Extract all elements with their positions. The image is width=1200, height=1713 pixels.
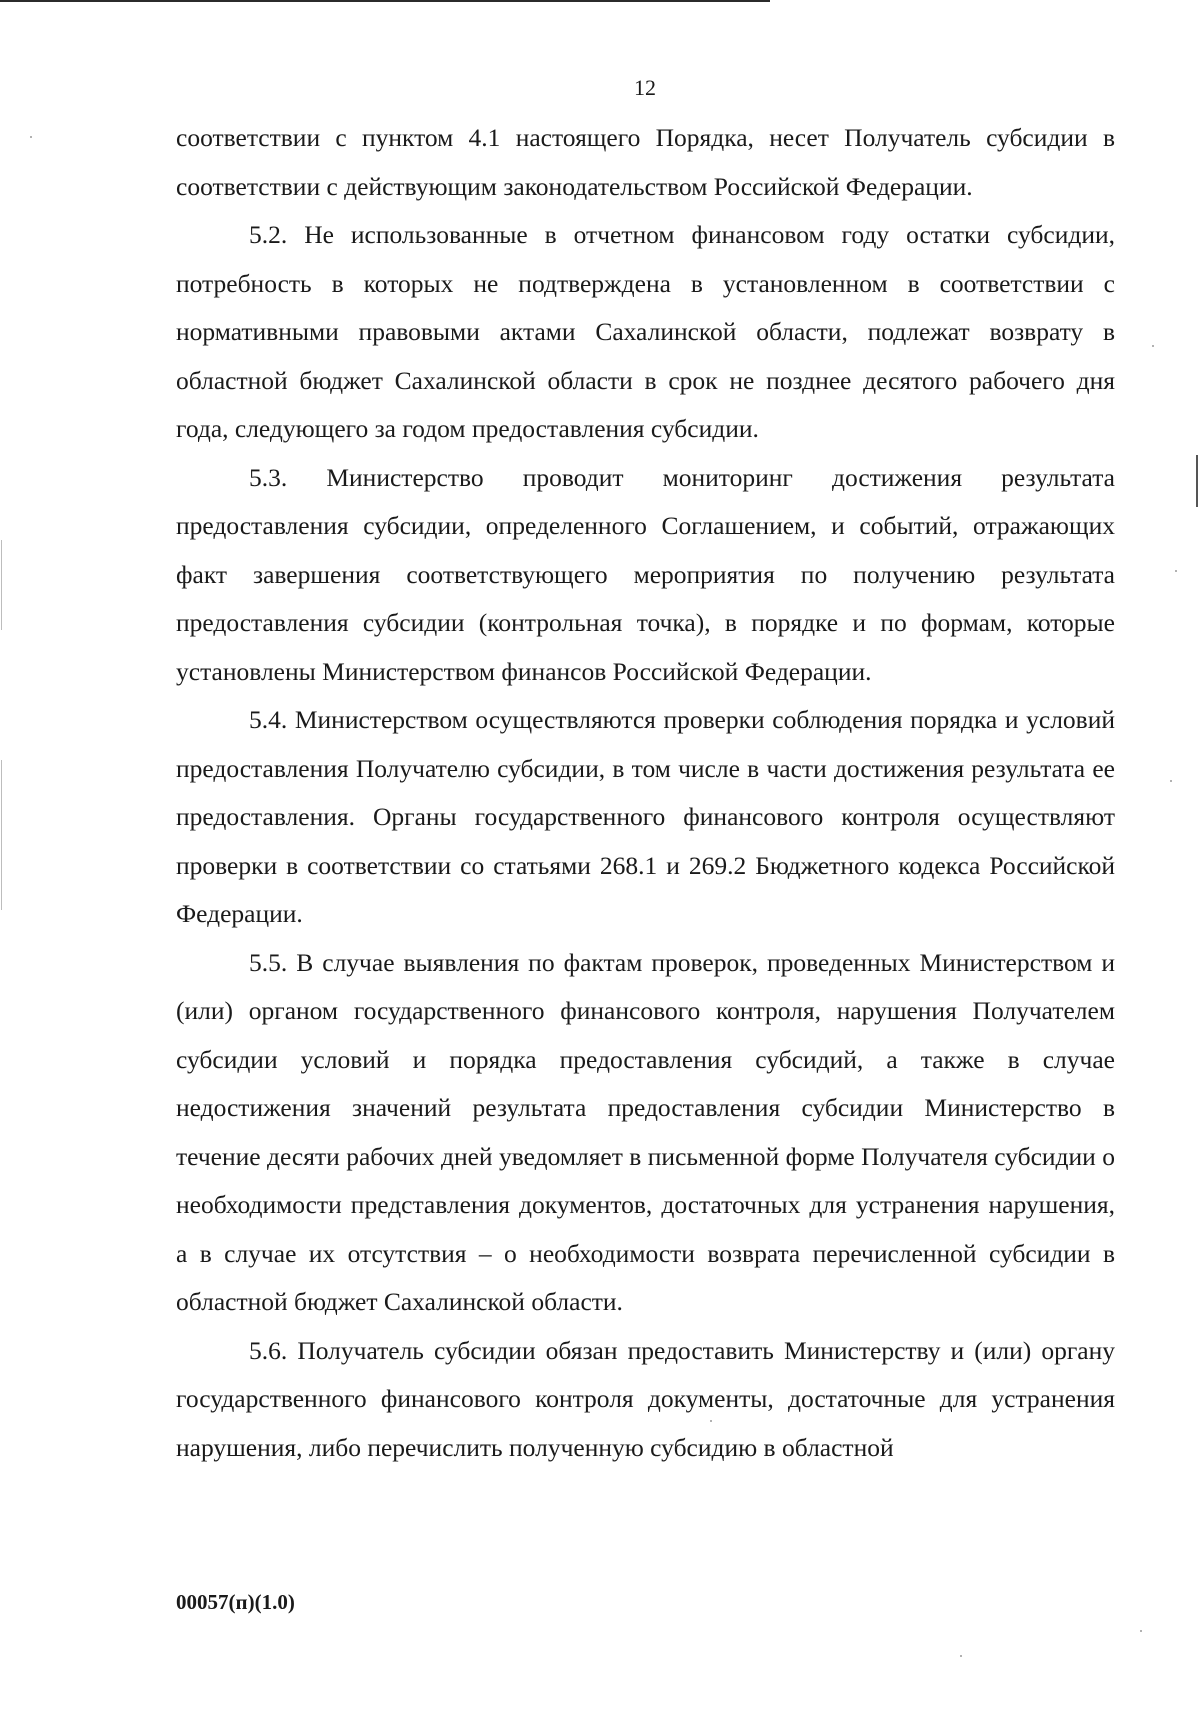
scan-edge-top [0, 0, 770, 2]
scan-speck [960, 1655, 962, 1657]
paragraph-5-2: 5.2. Не использованные в отчетном финансовом году остатки субсидии, потребность в которых не подтверждена в установленном в соответствии с нормативными правовыми актами Сахалинской области, подлежат возврату в областной бюджет Сахалинской области в срок не позднее десятого рабочего дня года, следующего за годом предоставления субсидии. [176, 220, 1115, 443]
scan-speck [1140, 1630, 1142, 1632]
paragraph-5-5: 5.5. В случае выявления по фактам проверок, проведенных Министерством и (или) органом государственного финансового контроля, нарушения Получателем субсидии условий и порядка предоставления субсидий, а также в случае недостижения значений результата предоставления субсидии Министерство в течение десяти рабочих дней уведомляет в письменной форме Получателя субсидии о необходимости представления документов, достаточных для устранения нарушения, а в случае их отсутствия – о необходимости возврата перечисленной субсидии в областной бюджет Сахалинской области. [176, 947, 1115, 1316]
paragraph-5-4: 5.4. Министерством осуществляются проверки соблюдения порядка и условий предоставления Получателю субсидии, в том числе в части достижения результата ее предоставления. Органы государственного финансового контроля осуществляют проверки в соответствии со статьями 268.1 и 269.2 Бюджетного кодекса Российской Федерации. [176, 705, 1115, 928]
scan-speck [1152, 345, 1154, 347]
scan-speck [1170, 780, 1172, 782]
paragraph-5-6: 5.6. Получатель субсидии обязан предоставить Министерству и (или) органу государственного финансового контроля документы, достаточные для устранения нарушения, либо перечислить полученную субсидию в областной [176, 1335, 1115, 1462]
document-body [176, 114, 1115, 1472]
paragraph-5-3: 5.3. Министерство проводит мониторинг достижения результата предоставления субсидии, определенного Соглашением, и событий, отражающих факт завершения соответствующего мероприятия по получению результата предоставления субсидии (контрольная точка), в порядке и по формам, которые установлены Министерством финансов Российской Федерации. [176, 462, 1115, 686]
scan-edge-right-mark [1196, 455, 1198, 507]
scan-speck [30, 136, 32, 138]
scan-speck [710, 1420, 712, 1422]
paragraph-continuation: соответствии с пунктом 4.1 настоящего Порядка, несет Получатель субсидии в соответствии с действующим законодательством Российской Федерации. [176, 123, 1115, 201]
page-number: 12 [634, 75, 656, 100]
scan-edge-left [1, 760, 2, 910]
scan-edge-left [1, 540, 2, 630]
scan-speck [1175, 570, 1177, 572]
footer-document-code: 00057(п)(1.0) [176, 1590, 295, 1614]
